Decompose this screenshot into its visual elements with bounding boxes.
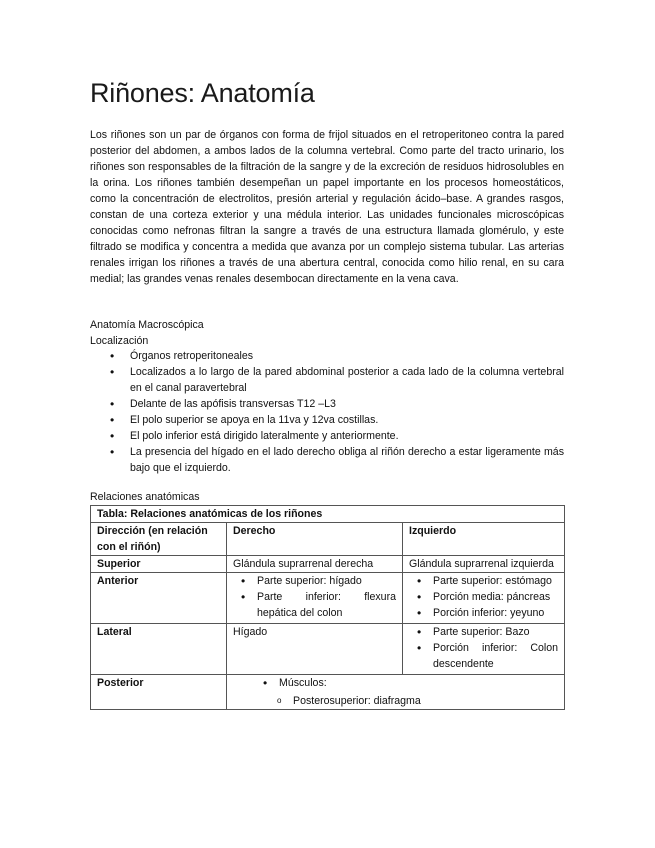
- list-item: • Parte superior: Bazo: [409, 624, 558, 640]
- list-item: • Porción inferior: Colon descendente: [409, 640, 558, 672]
- subheading-localizacion: Localización: [90, 335, 149, 347]
- row-label-superior: Superior: [91, 556, 227, 573]
- table-row: [91, 675, 565, 710]
- table-caption: Tabla: Relaciones anatómicas de los riñones: [91, 506, 565, 523]
- list-item: • Músculos:: [255, 675, 558, 691]
- list-item: • La presencia del hígado en el lado derecho obliga al riñón derecho a estar ligeramente más bajo que el izquierdo.: [130, 444, 564, 476]
- cell-anterior-derecho: [227, 573, 403, 624]
- list-item: • Delante de las apófisis transversas T12 –L3: [130, 396, 564, 412]
- localizacion-list: [130, 348, 564, 476]
- list-item: • Parte inferior: flexura hepática del colon: [233, 589, 396, 621]
- header-izquierdo: Izquierdo: [403, 523, 565, 556]
- cell-anterior-izquierdo: [403, 573, 565, 624]
- cell-posterior: [227, 675, 565, 710]
- list-item: • Órganos retroperitoneales: [130, 348, 564, 364]
- list-item: • Parte superior: estómago: [409, 573, 558, 589]
- row-label-posterior: Posterior: [91, 675, 227, 710]
- list-item: • Porción inferior: yeyuno: [409, 605, 558, 621]
- relaciones-heading: Relaciones anatómicas: [90, 491, 200, 503]
- relations-table: [90, 505, 565, 710]
- cell-lateral-izquierdo: [403, 624, 565, 675]
- table-caption-row: [91, 506, 565, 523]
- list-item: • El polo inferior está dirigido lateralmente y anteriormente.: [130, 428, 564, 444]
- intro-paragraph: Los riñones son un par de órganos con forma de frijol situados en el retroperitoneo contra la pared posterior del abdomen, a ambos lados de la columna vertebral. Como parte del tracto urinario, los riñones son responsables de la filtración de la sangre y de la excreción de residuos hidrosolubles en la orina. Los riñones también desempeñan un papel importante en los procesos homeostáticos, como la concentración de electrolitos, presión arterial y regulación ácido–base. A grandes rasgos, constan de una corteza exterior y una médula interior. Las unidades funcionales microscópicas conocidas como nefronas filtran la sangre a través de una estructura llamada glomérulo, y este filtrado se modifica y concentra a medida que avanza por un complejo sistema tubular. Las arterias renales irrigan los riñones a través de una abertura central, conocida como hilio renal, en su cara medial; las grandes venas renales desembocan directamente en la vena cava.: [90, 129, 564, 285]
- header-derecho: Derecho: [227, 523, 403, 556]
- table-header-row: [91, 523, 565, 556]
- cell-lateral-derecho: Hígado: [227, 624, 403, 675]
- list-item: • Localizados a lo largo de la pared abdominal posterior a cada lado de la columna vertebral en el canal paravertebral: [130, 364, 564, 396]
- list-item: • El polo superior se apoya en la 11va y 12va costillas.: [130, 412, 564, 428]
- table-row: [91, 556, 565, 573]
- list-item: • Porción media: páncreas: [409, 589, 558, 605]
- list-item: o Posterosuperior: diafragma: [255, 693, 558, 709]
- row-label-lateral: Lateral: [91, 624, 227, 675]
- table-row: [91, 573, 565, 624]
- page-title: Riñones: Anatomía: [90, 78, 315, 108]
- table-row: [91, 624, 565, 675]
- cell-superior-izquierdo: Glándula suprarrenal izquierda: [403, 556, 565, 573]
- cell-superior-derecho: Glándula suprarrenal derecha: [227, 556, 403, 573]
- list-item: • Parte superior: hígado: [233, 573, 396, 589]
- section-heading: Anatomía Macroscópica: [90, 319, 204, 331]
- row-label-anterior: Anterior: [91, 573, 227, 624]
- header-direccion: Dirección (en relación con el riñón): [91, 523, 227, 556]
